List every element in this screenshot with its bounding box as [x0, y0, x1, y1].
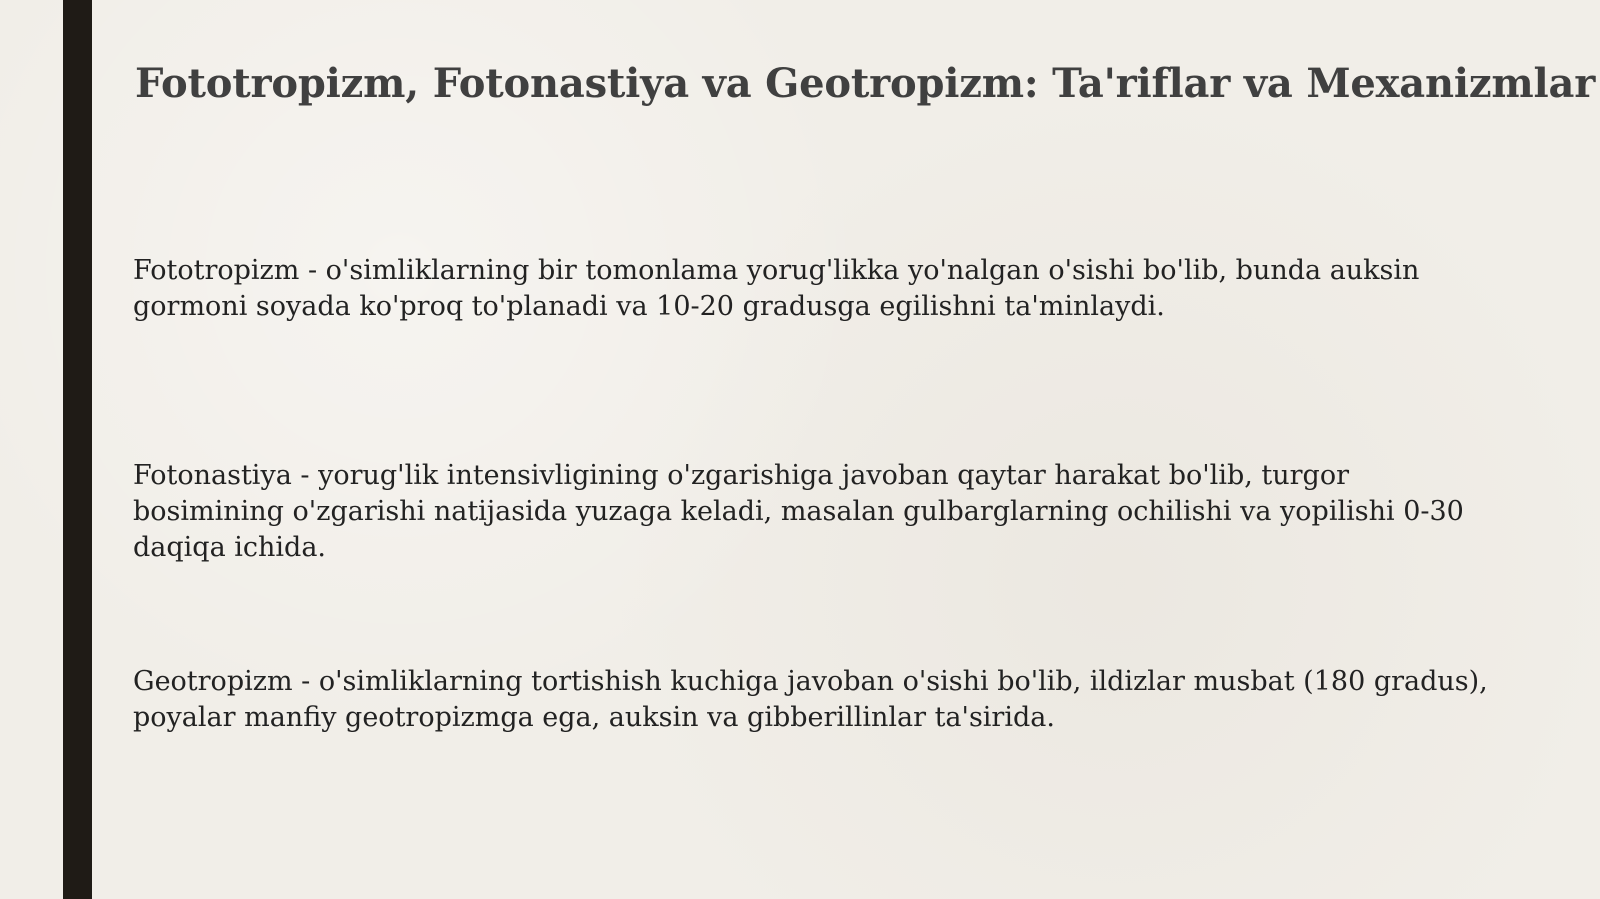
paragraph-fotonastiya: Fotonastiya - yorug'lik intensivligining o'zgarishiga javoban qaytar harakat bo'lib, turgor bosimining o'zgarishi natijasida yuzaga keladi, masalan gulbarglarning ochilishi va yopilishi 0-30 daqiqa ichida. — [133, 460, 1464, 563]
accent-bar — [63, 0, 92, 899]
paragraph-geotropizm: Geotropizm - o'simliklarning tortishish kuchiga javoban o'sishi bo'lib, ildizlar musbat (180 gradus), poyalar manfiy geotropizmga ega, auksin va gibberillinlar ta'sirida. — [133, 666, 1488, 733]
slide-title: Fototropizm, Fotonastiya va Geotropizm: Ta'riflar va Mexanizmlar — [135, 60, 1596, 107]
paragraph-fototropizm: Fototropizm - o'simliklarning bir tomonlama yorug'likka yo'nalgan o'sishi bo'lib, bunda auksin gormoni soyada ko'proq to'planadi va 10-20 gradusga egilishni ta'minlaydi. — [133, 255, 1420, 322]
